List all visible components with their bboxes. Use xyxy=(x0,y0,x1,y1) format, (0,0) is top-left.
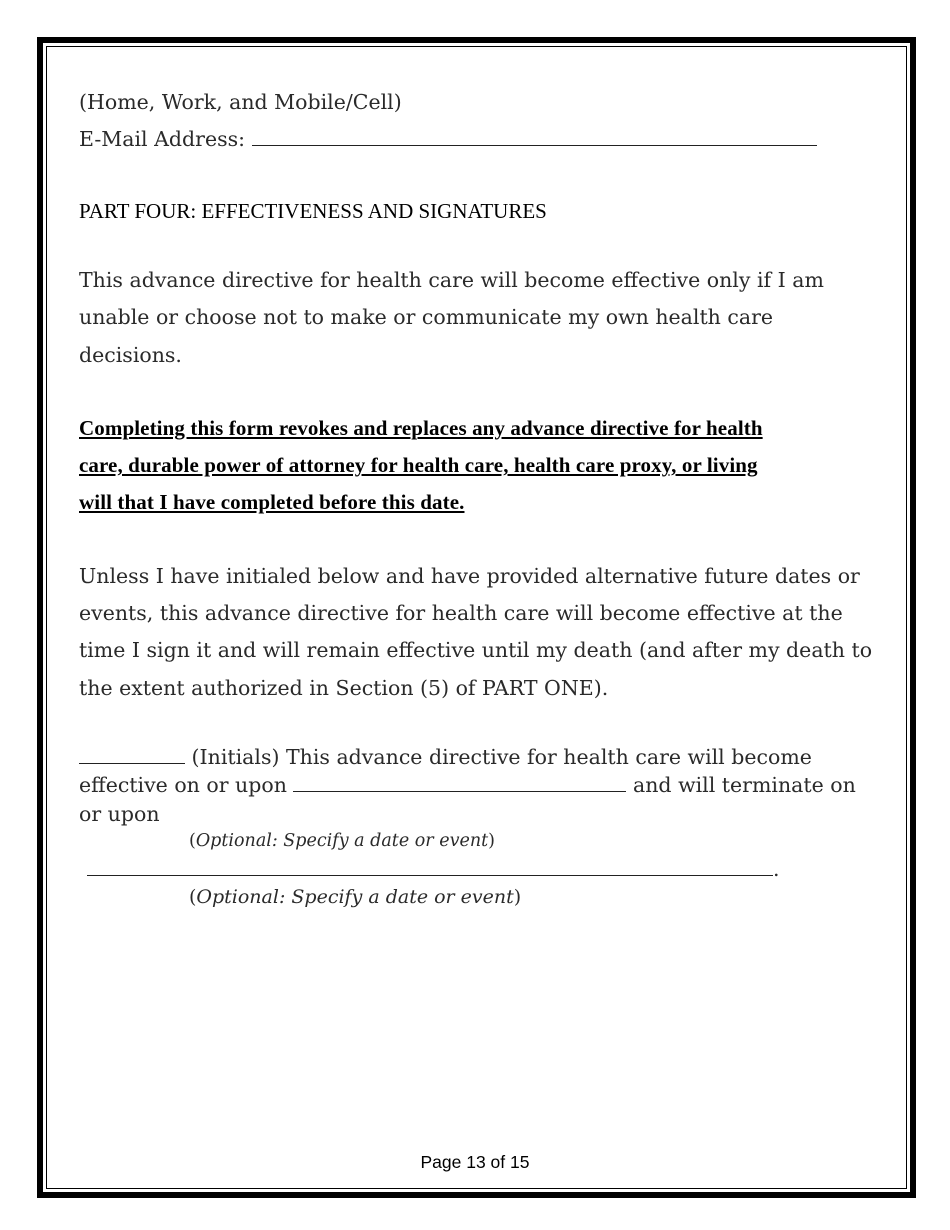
optional-hint xyxy=(189,884,874,910)
optional-paren-open: ( xyxy=(189,886,197,909)
effective-line: decisions. xyxy=(79,342,182,367)
terminate-period: . xyxy=(773,857,780,882)
part-four-heading: PART FOUR: EFFECTIVENESS AND SIGNATURES xyxy=(79,199,547,223)
effective-upon-label: effective on or upon xyxy=(79,773,287,798)
effective-line: This advance directive for health care will become effective only if I am xyxy=(79,268,824,292)
effective-date-blank-line[interactable] xyxy=(293,790,626,792)
default-line: the extent authorized in Section (5) of PART ONE). xyxy=(79,675,609,700)
optional-hint-text: Optional: Specify a date or event xyxy=(196,886,514,909)
default-effectiveness-paragraph xyxy=(79,558,874,707)
or-upon-label: or upon xyxy=(79,801,160,826)
optional-paren-close: ) xyxy=(488,831,495,852)
optional-hint xyxy=(189,828,874,854)
optional-paren-open: ( xyxy=(189,831,196,852)
revocation-line: care, durable power of attorney for health care, health care proxy, or living xyxy=(79,453,758,478)
terminate-row xyxy=(87,854,874,884)
terminate-date-blank-line[interactable] xyxy=(87,874,773,876)
initials-row xyxy=(79,743,874,772)
revocation-line: will that I have completed before this date. xyxy=(79,490,465,515)
effective-line: unable or choose not to make or communicate my own health care xyxy=(79,305,774,330)
default-line: time I sign it and will remain effective until my death (and after my death to xyxy=(79,638,873,663)
document-body xyxy=(79,84,874,910)
initials-text: (Initials) This advance directive for health care will become xyxy=(191,744,812,769)
email-label: E-Mail Address: xyxy=(79,127,246,151)
default-line: events, this advance directive for health care will become effective at the xyxy=(79,601,843,626)
email-row xyxy=(79,121,874,158)
email-blank-line[interactable] xyxy=(252,144,817,146)
default-line: Unless I have initialed below and have provided alternative future dates or xyxy=(79,563,860,588)
phone-types-note: (Home, Work, and Mobile/Cell) xyxy=(79,90,402,114)
initials-blank-line[interactable] xyxy=(79,762,185,764)
optional-paren-close: ) xyxy=(513,886,522,909)
page-number: Page 13 of 15 xyxy=(420,1152,530,1172)
revocation-paragraph xyxy=(79,410,874,522)
revocation-line: Completing this form revokes and replaces any advance directive for health xyxy=(79,415,763,440)
terminate-label: and will terminate on xyxy=(633,773,856,798)
initials-block xyxy=(79,743,874,911)
optional-hint-text: Optional: Specify a date or event xyxy=(195,831,489,852)
effective-paragraph xyxy=(79,262,874,374)
effective-upon-row xyxy=(79,771,874,800)
